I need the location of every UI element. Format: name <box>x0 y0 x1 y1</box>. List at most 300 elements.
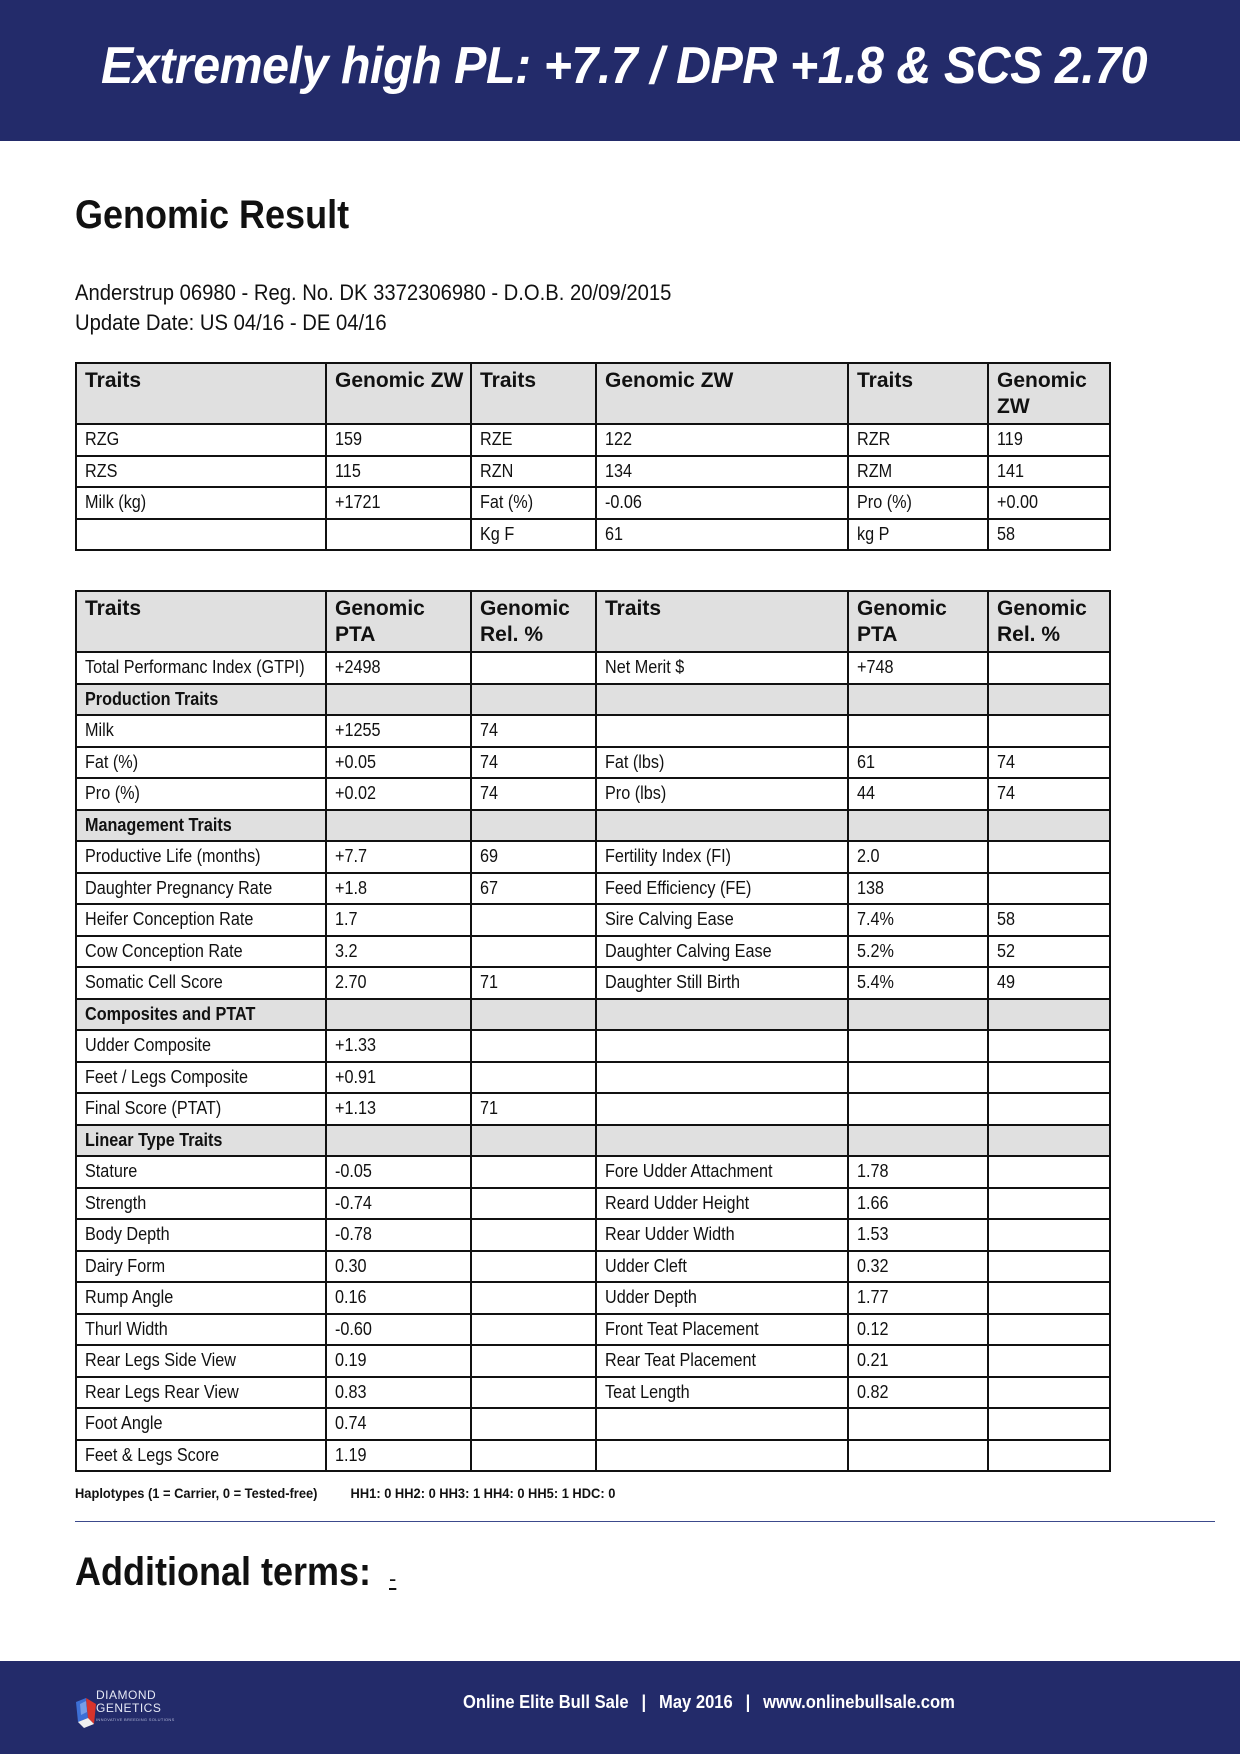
pta_table-cell <box>848 1188 988 1220</box>
zw_table-cell-text: 122 <box>605 429 633 449</box>
pta_table-cell <box>76 778 326 810</box>
pta_table-cell <box>471 1093 596 1125</box>
zw_table-cell <box>848 519 988 551</box>
pta_table-cell <box>76 1188 326 1220</box>
pta_table-cell-text: Productive Life (months) <box>85 846 261 866</box>
logo-tagline: INNOVATIVE BREEDING SOLUTIONS <box>96 1717 175 1722</box>
pta_table-cell <box>471 1408 596 1440</box>
pta_table-cell <box>326 1345 471 1377</box>
pta_table-cell <box>988 936 1110 968</box>
pta_table-cell <box>326 873 471 905</box>
pta_table-column-header: Genomic PTA <box>326 591 471 652</box>
pta_table-cell <box>471 1219 596 1251</box>
pta_table-cell-text: 0.19 <box>335 1350 367 1370</box>
zw_table-cell <box>596 424 848 456</box>
pta_table-cell <box>596 1125 848 1157</box>
pta_table-cell <box>471 1282 596 1314</box>
pta_table-cell-text: 1.19 <box>335 1444 367 1465</box>
pta_table-cell <box>76 999 326 1031</box>
pta_table-cell-text: 2.0 <box>857 846 880 866</box>
pta_table-cell <box>988 841 1110 873</box>
zw_table-cell-text: 61 <box>605 523 624 544</box>
pta_table-cell-text: Udder Cleft <box>605 1255 687 1276</box>
pta_table-cell <box>596 873 848 905</box>
pta_table-cell <box>596 684 848 716</box>
pta_table-cell-text: Body Depth <box>85 1224 170 1244</box>
pta_table-cell <box>76 1282 326 1314</box>
haplotypes-line <box>75 1485 615 1501</box>
pta_table-cell-text: 0.16 <box>335 1287 367 1307</box>
pta_table-cell <box>76 810 326 842</box>
pta_table-cell-text: Udder Depth <box>605 1287 697 1307</box>
pta_table-cell <box>596 841 848 873</box>
pta_table-cell <box>848 1156 988 1188</box>
pta_table-cell-text: Front Teat Placement <box>605 1318 759 1339</box>
pta_table-cell <box>596 715 848 747</box>
pta_table-cell-text: +0.02 <box>335 783 376 803</box>
pta_table-cell-text: Linear Type Traits <box>85 1129 223 1150</box>
zw_table-cell <box>596 519 848 551</box>
pta_table-cell <box>848 999 988 1031</box>
zw_table-cell <box>596 456 848 488</box>
pta_table-cell-text: Milk <box>85 720 114 740</box>
pta_table-cell <box>848 1282 988 1314</box>
pta_table-cell <box>326 1219 471 1251</box>
pta_table-cell <box>988 1345 1110 1377</box>
pta_table-cell <box>471 652 596 684</box>
pta_table-cell <box>471 841 596 873</box>
pta_table-cell-text: Total Performanc Index (GTPI) <box>85 657 305 677</box>
zw_table-header-row <box>76 363 1110 424</box>
zw_table-cell-text: RZM <box>857 460 893 481</box>
pta_table-cell <box>596 1219 848 1251</box>
pta_table-cell-text: Fore Udder Attachment <box>605 1161 773 1181</box>
pta_table-cell-text: +2498 <box>335 657 381 677</box>
footer-separator: | <box>745 1692 751 1712</box>
pta_table-cell <box>76 1219 326 1251</box>
pta_table-row <box>76 1219 1110 1251</box>
pta_table-cell <box>596 1030 848 1062</box>
pta_table-cell-text: Strength <box>85 1192 147 1213</box>
zw_table-column-header: Genomic ZW <box>326 363 471 424</box>
pta_table-cell <box>326 1440 471 1472</box>
pta_table-cell-text: -0.78 <box>335 1224 372 1244</box>
pta_table-cell-text: Fat (lbs) <box>605 751 665 772</box>
pta_table-cell-text: +0.05 <box>335 751 376 772</box>
pta_table-cell <box>326 967 471 999</box>
zw_table-cell <box>326 424 471 456</box>
pta_table-cell <box>988 1219 1110 1251</box>
zw_table-cell-text: 58 <box>997 523 1016 544</box>
pta_table-cell-text: 0.83 <box>335 1381 367 1402</box>
pta_table-cell-text: Rear Udder Width <box>605 1224 735 1244</box>
pta_table-section-row <box>76 1125 1110 1157</box>
pta_table-cell-text: 0.21 <box>857 1350 889 1370</box>
pta_table-cell <box>988 747 1110 779</box>
pta_table-cell <box>326 1062 471 1094</box>
pta_table-cell <box>848 1440 988 1472</box>
pta_table-cell <box>76 841 326 873</box>
pta_table-cell <box>471 1062 596 1094</box>
pta_table-cell-text: 3.2 <box>335 940 358 961</box>
zw_table-column-header: Genomic ZW <box>988 363 1110 424</box>
pta_table-cell <box>988 810 1110 842</box>
pta_table-cell-text: Daughter Still Birth <box>605 972 741 992</box>
pta_table-cell <box>848 873 988 905</box>
zw_table-cell <box>76 424 326 456</box>
pta_table-cell <box>326 715 471 747</box>
pta_table-cell <box>326 841 471 873</box>
pta_table-cell <box>471 810 596 842</box>
pta_table-cell <box>76 1093 326 1125</box>
pta_table-cell-text: 58 <box>997 909 1016 929</box>
pta_table-cell-text: Pro (%) <box>85 783 140 803</box>
pta_table-cell <box>76 1156 326 1188</box>
pta_table-cell <box>988 1377 1110 1409</box>
pta_table-cell <box>76 873 326 905</box>
pta_table-cell <box>471 873 596 905</box>
pta_table-cell <box>848 684 988 716</box>
zw_table-cell-text: RZR <box>857 429 891 449</box>
pta_table-cell-text: Fat (%) <box>85 751 139 772</box>
pta_table-cell <box>988 873 1110 905</box>
pta_table-cell-text: Daughter Pregnancy Rate <box>85 877 273 898</box>
pta_table-cell <box>988 1125 1110 1157</box>
zw_table-column-header: Traits <box>471 363 596 424</box>
zw_table-cell-text: 119 <box>997 429 1023 449</box>
pta_table-cell <box>596 1282 848 1314</box>
pta_table-cell-text: 74 <box>480 720 499 740</box>
pta_table-row <box>76 1062 1110 1094</box>
pta_table-cell-text: -0.05 <box>335 1161 372 1181</box>
zw_table-cell-text: Pro (%) <box>857 492 912 512</box>
pta_table-cell-text: Final Score (PTAT) <box>85 1098 222 1118</box>
pta_table-cell <box>848 778 988 810</box>
pta_table-cell-text: Fertility Index (FI) <box>605 846 732 866</box>
pta_table-cell <box>596 747 848 779</box>
pta_table-cell-text: 1.66 <box>857 1192 889 1213</box>
pta_table-cell <box>76 1377 326 1409</box>
pta_table-cell <box>848 1408 988 1440</box>
zw_table-cell <box>988 424 1110 456</box>
update-date: Update Date: US 04/16 - DE 04/16 <box>75 310 387 335</box>
pta_table-cell <box>988 1156 1110 1188</box>
pta_table-cell <box>76 1314 326 1346</box>
pta_table-cell-text: 1.7 <box>335 909 358 929</box>
zw_table-cell-text: Kg F <box>480 523 515 544</box>
pta_table-row <box>76 904 1110 936</box>
pta_table-row <box>76 1251 1110 1283</box>
pta_table-cell <box>471 1314 596 1346</box>
pta_table-cell <box>848 841 988 873</box>
pta_table-cell-text: +1.33 <box>335 1035 376 1055</box>
pta_table-cell <box>988 1440 1110 1472</box>
pta_table-cell <box>76 1440 326 1472</box>
pta_table-cell-text: Foot Angle <box>85 1413 163 1433</box>
pta_table-cell-text: 1.77 <box>857 1287 889 1307</box>
zw_table-cell <box>76 519 326 551</box>
pta_table-cell <box>76 1408 326 1440</box>
pta_table-cell <box>326 1251 471 1283</box>
zw_table-cell-text: 141 <box>997 460 1025 481</box>
pta_table-cell <box>471 1440 596 1472</box>
pta_table-cell <box>326 747 471 779</box>
pta_table-cell-text: Udder Composite <box>85 1035 212 1055</box>
pta_table-row <box>76 1440 1110 1472</box>
pta_table-row <box>76 1282 1110 1314</box>
pta_table-row <box>76 1408 1110 1440</box>
header-banner <box>0 0 1240 141</box>
zw_table-cell-text: kg P <box>857 523 890 544</box>
pta_table-cell-text: Dairy Form <box>85 1255 166 1276</box>
zw_table-cell-text: 115 <box>335 460 361 481</box>
pta_table-cell <box>326 904 471 936</box>
pta_table-column-header: Genomic Rel. % <box>471 591 596 652</box>
pta_table-cell <box>326 999 471 1031</box>
pta_table-cell-text: Reard Udder Height <box>605 1192 750 1213</box>
pta_table-cell <box>848 1062 988 1094</box>
zw_table-cell-text: Milk (kg) <box>85 492 147 512</box>
pta_table-cell-text: +7.7 <box>335 846 367 866</box>
pta_table-cell <box>596 1251 848 1283</box>
pta_table-cell <box>596 1440 848 1472</box>
pta_table-cell-text: +1255 <box>335 720 381 740</box>
zw_table-cell-text: -0.06 <box>605 492 642 512</box>
zw_table-cell <box>596 487 848 519</box>
pta_table-cell-text: 74 <box>480 751 499 772</box>
pta_table-cell <box>596 1345 848 1377</box>
pta_table-row <box>76 841 1110 873</box>
pta_table-cell <box>988 1314 1110 1346</box>
pta_table-cell <box>988 1030 1110 1062</box>
bull-identification: Anderstrup 06980 - Reg. No. DK 3372306980 - D.O.B. 20/09/2015 <box>75 280 672 305</box>
zw_table-cell-text: RZS <box>85 460 118 481</box>
pta_table-cell-text: Rump Angle <box>85 1287 174 1307</box>
pta_table-cell <box>76 1251 326 1283</box>
zw_table-cell <box>471 519 596 551</box>
zw_table-column-header: Traits <box>848 363 988 424</box>
pta_table-cell <box>76 715 326 747</box>
pta_table-cell <box>988 967 1110 999</box>
pta_table-cell <box>326 684 471 716</box>
pta_table-cell <box>596 810 848 842</box>
headline: Extremely high PL: +7.7 / DPR +1.8 & SCS 2.70 <box>101 37 1148 95</box>
pta_table-cell <box>471 778 596 810</box>
pta_table-row <box>76 1188 1110 1220</box>
pta_table-row <box>76 747 1110 779</box>
zw_table-cell <box>988 456 1110 488</box>
pta_table-cell-text: Sire Calving Ease <box>605 909 734 929</box>
pta_table-cell <box>988 715 1110 747</box>
pta_table-cell-text: 69 <box>480 846 499 866</box>
pta_table-cell <box>471 1030 596 1062</box>
pta_table-row <box>76 1093 1110 1125</box>
zw_table-column-header: Traits <box>76 363 326 424</box>
zw_table-cell <box>848 424 988 456</box>
pta_table-cell-text: 0.32 <box>857 1255 889 1276</box>
pta_table-cell <box>76 967 326 999</box>
pta_table-cell <box>326 778 471 810</box>
pta_table-cell-text: 44 <box>857 783 876 803</box>
haplotypes-values: HH1: 0 HH2: 0 HH3: 1 HH4: 0 HH5: 1 HDC: 0 <box>350 1485 616 1501</box>
zw_table-cell <box>326 519 471 551</box>
pta_table-cell <box>848 1030 988 1062</box>
pta_table-row <box>76 967 1110 999</box>
pta_table-cell <box>596 1156 848 1188</box>
pta_table-section-row <box>76 810 1110 842</box>
pta_table-cell-text: -0.60 <box>335 1318 372 1339</box>
pta_table-cell <box>988 1408 1110 1440</box>
pta_table-cell-text: 74 <box>997 751 1016 772</box>
zw_table-cell <box>326 487 471 519</box>
zw_table-cell-text: RZG <box>85 429 120 449</box>
pta_table-cell-text: 2.70 <box>335 972 367 992</box>
pta_table-cell <box>471 1125 596 1157</box>
pta_table-cell <box>76 652 326 684</box>
pta_table-column-header: Genomic Rel. % <box>988 591 1110 652</box>
pta_table-cell <box>596 936 848 968</box>
pta_table-cell <box>471 1188 596 1220</box>
pta_table-cell <box>988 1188 1110 1220</box>
pta_table-cell <box>988 778 1110 810</box>
pta_table-section-row <box>76 999 1110 1031</box>
pta_table-cell <box>326 1377 471 1409</box>
pta_table-cell <box>988 652 1110 684</box>
pta_table-cell <box>76 747 326 779</box>
pta_table-cell <box>848 1219 988 1251</box>
pta_table-cell-text: 71 <box>480 1098 499 1118</box>
pta_table-cell-text: 49 <box>997 972 1016 992</box>
logo-line-1: DIAMOND <box>96 1688 157 1702</box>
pta_table-cell <box>596 1188 848 1220</box>
pta_table-column-header: Traits <box>596 591 848 652</box>
zw_table-cell <box>76 487 326 519</box>
pta_table-cell-text: Rear Legs Side View <box>85 1350 236 1370</box>
pta_table-cell <box>848 904 988 936</box>
pta_table-cell <box>76 1030 326 1062</box>
pta_table-cell <box>326 1408 471 1440</box>
logo-wordmark <box>96 1689 161 1715</box>
zw_table-cell-text: RZN <box>480 460 514 481</box>
pta_table-cell-text: Stature <box>85 1161 138 1181</box>
pta_table-cell <box>848 1377 988 1409</box>
additional-terms-value: - <box>389 1566 397 1591</box>
pta_table-cell-text: 7.4% <box>857 909 894 929</box>
zw_table-row <box>76 456 1110 488</box>
pta_table-cell <box>848 1125 988 1157</box>
pta_table-cell-text: Composites and PTAT <box>85 1003 256 1024</box>
additional-terms-heading: Additional terms: <box>75 1550 372 1594</box>
genomic-zw-table <box>75 362 1111 551</box>
pta_table-cell <box>988 684 1110 716</box>
pta_table-cell <box>76 936 326 968</box>
pta_table-cell <box>471 684 596 716</box>
pta_table-cell <box>848 967 988 999</box>
pta_table-cell <box>76 1062 326 1094</box>
pta_table-cell <box>326 1156 471 1188</box>
pta_table-cell <box>988 999 1110 1031</box>
zw_table-row <box>76 487 1110 519</box>
pta_table-cell <box>848 1314 988 1346</box>
zw_table-cell <box>848 456 988 488</box>
pta_table-cell-text: Daughter Calving Ease <box>605 940 772 961</box>
pta_table-cell <box>326 1093 471 1125</box>
logo-line-2: GENETICS <box>96 1701 162 1715</box>
pta_table-cell <box>596 778 848 810</box>
zw_table-cell <box>988 487 1110 519</box>
pta_table-cell <box>848 810 988 842</box>
pta_table-cell <box>988 1251 1110 1283</box>
pta_table-cell <box>596 1377 848 1409</box>
pta_table-cell-text: Net Merit $ <box>605 657 685 677</box>
pta_table-cell <box>848 715 988 747</box>
footer-event: Online Elite Bull Sale <box>463 1692 629 1712</box>
zw_table-cell <box>471 424 596 456</box>
pta_table-cell <box>988 1282 1110 1314</box>
footer-date: May 2016 <box>659 1692 733 1712</box>
pta_table-cell <box>596 1093 848 1125</box>
pta_table-header-row <box>76 591 1110 652</box>
pta_table-cell-text: Thurl Width <box>85 1318 168 1339</box>
pta_table-row <box>76 873 1110 905</box>
pta_table-cell <box>326 652 471 684</box>
pta_table-row <box>76 1156 1110 1188</box>
pta_table-cell <box>596 999 848 1031</box>
pta_table-cell <box>326 1282 471 1314</box>
pta_table-cell-text: Production Traits <box>85 688 219 709</box>
pta_table-cell <box>848 652 988 684</box>
pta_table-cell-text: +748 <box>857 657 894 677</box>
pta_table-column-header: Traits <box>76 591 326 652</box>
pta_table-cell-text: 0.30 <box>335 1255 367 1276</box>
pta_table-cell <box>471 936 596 968</box>
pta_table-cell-text: 71 <box>480 972 499 992</box>
pta_table-cell-text: 0.74 <box>335 1413 367 1433</box>
zw_table-row <box>76 424 1110 456</box>
pta_table-cell <box>326 1314 471 1346</box>
pta_table-cell-text: 1.53 <box>857 1224 889 1244</box>
zw_table-cell <box>471 456 596 488</box>
pta_table-row <box>76 778 1110 810</box>
footer-info <box>463 1692 955 1713</box>
pta_table-cell-text: 67 <box>480 877 499 898</box>
pta_table-cell <box>848 936 988 968</box>
pta_table-cell <box>471 715 596 747</box>
zw_table-cell <box>326 456 471 488</box>
pta_table-row <box>76 1377 1110 1409</box>
pta_table-cell <box>76 684 326 716</box>
pta_table-cell-text: Management Traits <box>85 814 232 835</box>
pta_table-cell-text: Pro (lbs) <box>605 783 667 803</box>
pta_table-cell <box>326 1030 471 1062</box>
pta_table-cell <box>596 1408 848 1440</box>
pta_table-cell <box>76 1125 326 1157</box>
pta_table-cell <box>471 904 596 936</box>
pta_table-cell-text: 5.2% <box>857 940 894 961</box>
pta_table-row <box>76 1030 1110 1062</box>
pta_table-cell <box>326 810 471 842</box>
pta_table-cell <box>596 904 848 936</box>
pta_table-cell-text: Feet / Legs Composite <box>85 1066 248 1087</box>
zw_table-cell-text: +0.00 <box>997 492 1038 512</box>
pta_table-cell <box>988 904 1110 936</box>
pta_table-column-header: Genomic PTA <box>848 591 988 652</box>
footer-separator: | <box>641 1692 647 1712</box>
pta_table-cell-text: +1.13 <box>335 1098 376 1118</box>
zw_table-cell <box>471 487 596 519</box>
pta_table-cell-text: Rear Teat Placement <box>605 1350 756 1370</box>
pta_table-cell-text: 1.78 <box>857 1161 889 1181</box>
